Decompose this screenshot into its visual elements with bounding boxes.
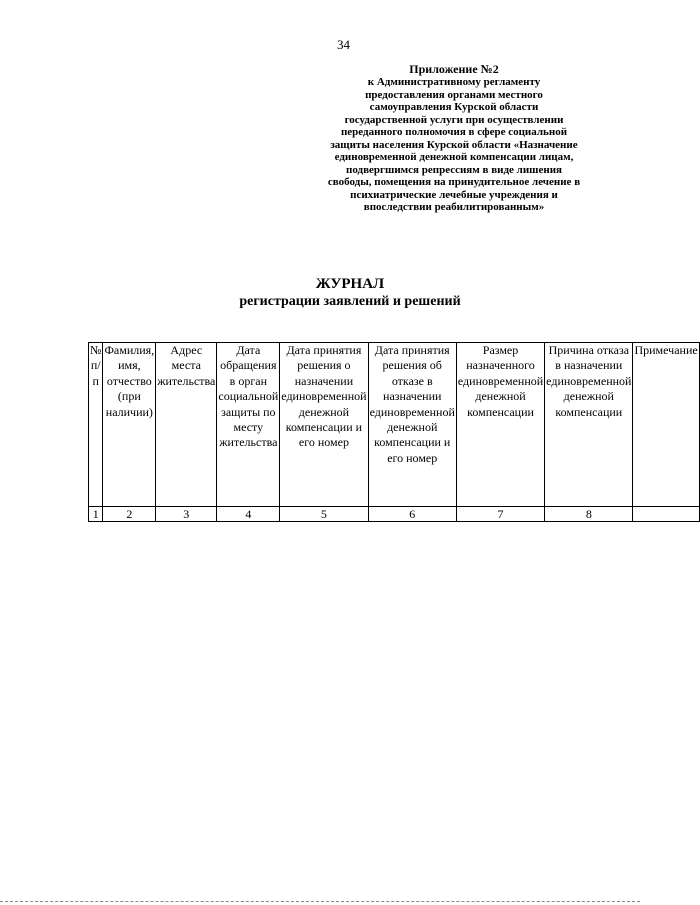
table-header-row: [89, 343, 700, 507]
header-cell-address: Адрес места жительства: [156, 343, 217, 507]
header-cell-full-name: Фамилия, имя, отчество (при наличии): [103, 343, 156, 507]
appendix-title: Приложение №2: [409, 62, 499, 76]
header-cell-amount: Размер назначенного единовременной денежной компенсации: [456, 343, 544, 507]
appendix-line: к Административному регламенту: [367, 76, 541, 88]
column-number: 1: [89, 507, 103, 522]
page-number: 34: [337, 37, 350, 52]
column-number: 6: [368, 507, 456, 522]
header-cell-number: № п/п: [89, 343, 103, 507]
column-number: 5: [280, 507, 368, 522]
header-cell-refusal-decision: Дата принятия решения об отказе в назначении единовременной денежной компенсации и его номер: [368, 343, 456, 507]
appendix-line: предоставления органами местного: [365, 88, 543, 101]
appendix-line: единовременной денежной компенсации лицам,: [334, 151, 574, 163]
appendix-block: [318, 62, 590, 214]
journal-subtitle: регистрации заявлений и решений: [239, 294, 461, 309]
journal-heading: [0, 275, 700, 311]
table-number-row: [89, 507, 700, 522]
column-number: 3: [156, 507, 217, 522]
column-number: [633, 507, 699, 522]
header-cell-note: Примечание: [633, 343, 699, 507]
header-cell-application-date: Дата обращения в орган социальной защиты по месту жительства: [217, 343, 280, 507]
column-number: 8: [545, 507, 633, 522]
appendix-line: государственной услуги при осуществлении: [344, 113, 564, 126]
page-bottom-edge: [0, 901, 640, 902]
journal-title: ЖУРНАЛ: [315, 276, 385, 292]
registration-table: [88, 342, 700, 522]
header-cell-refusal-reason: Причина отказа в назначении единовременной денежной компенсации: [545, 343, 633, 507]
appendix-line: переданного полномочия в сфере социальной: [340, 126, 568, 138]
appendix-line: защиты населения Курской области «Назначение: [330, 138, 578, 151]
header-cell-assignment-decision: Дата принятия решения о назначении единовременной денежной компенсации и его номер: [280, 343, 368, 507]
appendix-line: психиатрические лечебные учреждения и: [350, 188, 558, 201]
appendix-line: подвергшимся репрессиям в виде лишения: [346, 163, 562, 176]
column-number: 7: [456, 507, 544, 522]
appendix-line: свободы, помещения на принудительное лечение в: [327, 176, 581, 188]
appendix-line: самоуправления Курской области: [369, 101, 539, 113]
column-number: 2: [103, 507, 156, 522]
appendix-line: впоследствии реабилитированным»: [363, 201, 545, 213]
column-number: 4: [217, 507, 280, 522]
